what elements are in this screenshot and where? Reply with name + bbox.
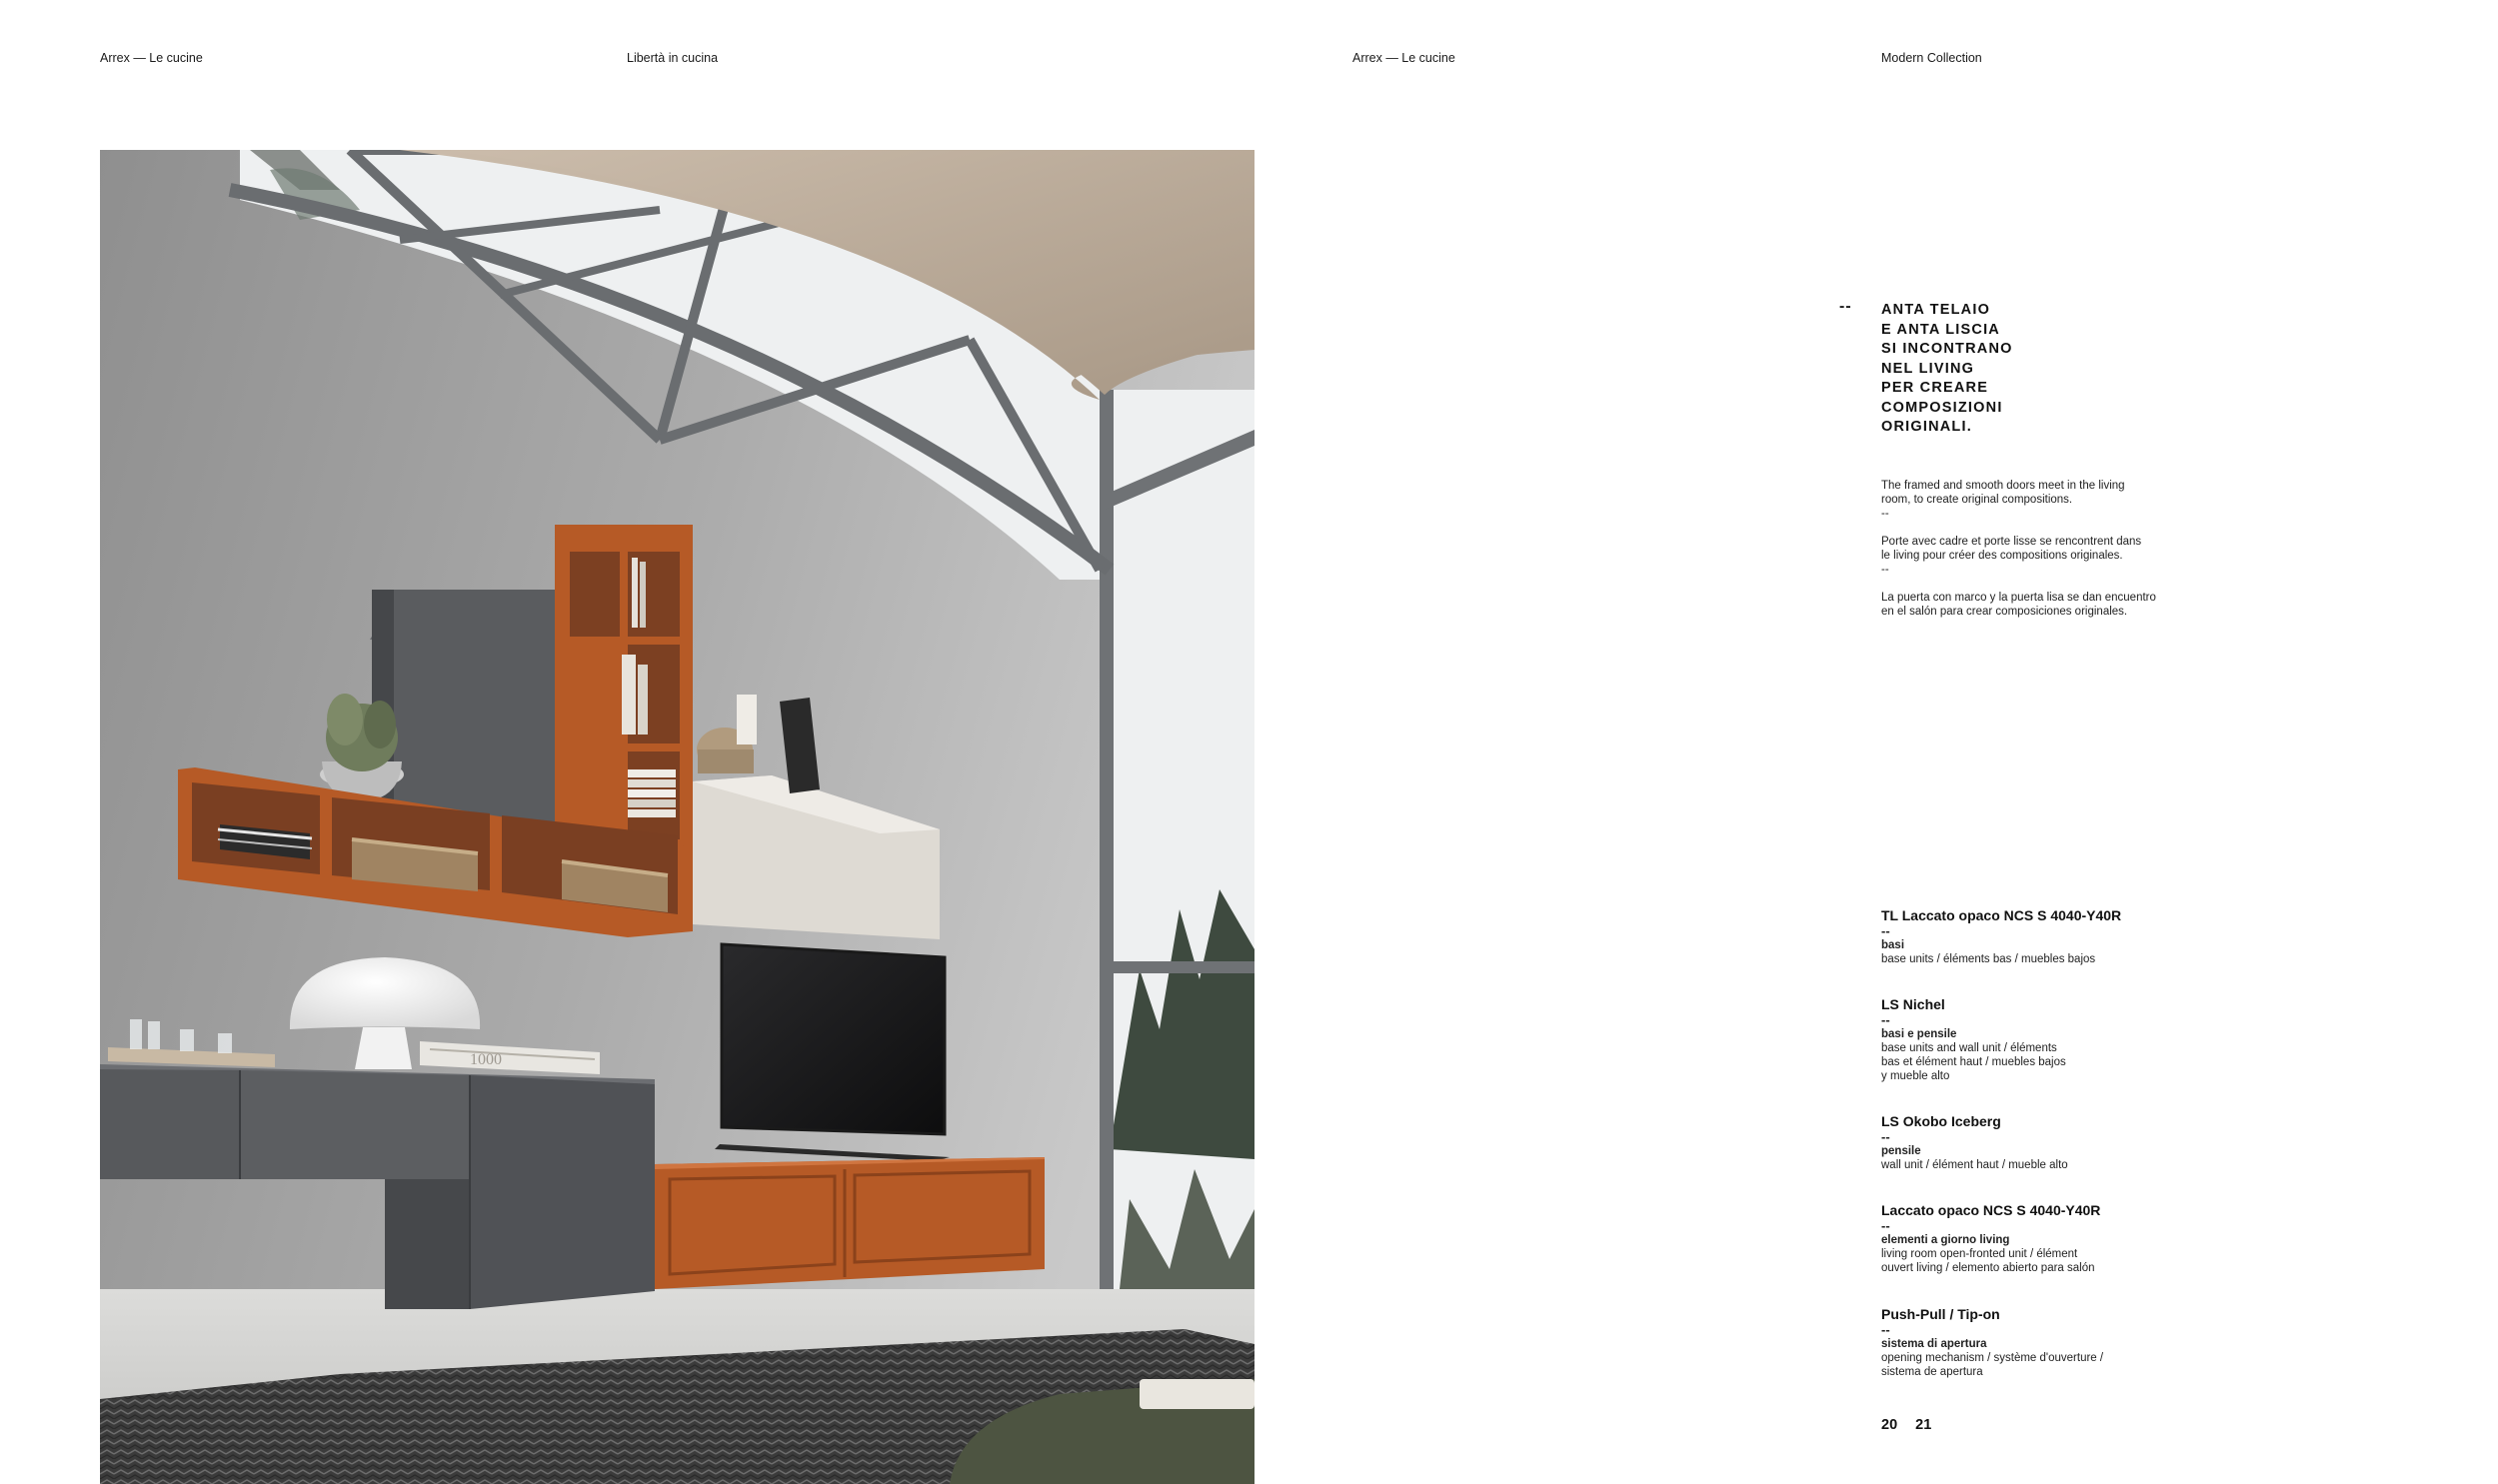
spec-title: LS Nichel [1881,996,1945,1012]
cactus-plant [320,694,404,801]
spec-dash: -- [1881,1322,1890,1337]
spec-detail: wall unit / élément haut / mueble alto [1881,1159,2068,1171]
header-left-title: Libertà in cucina [627,51,719,65]
orange-base-cabinets [655,1157,1045,1289]
spec-label: pensile [1881,1145,1921,1157]
spec-detail: living room open-fronted unit / élément ouvert living / elemento abierto para salón [1881,1248,2095,1274]
spec-detail: base units and wall unit / éléments bas et élément haut / muebles bajos y mueble alto [1881,1042,2066,1082]
spec-dash: -- [1881,1129,1890,1144]
spec-dash: -- [1881,923,1890,938]
page-number-right: 21 [1915,1417,1932,1433]
spec-detail: base units / éléments bas / muebles bajos [1881,953,2096,965]
book-cover-text: 1000 [470,1051,502,1068]
header-right-title: Modern Collection [1881,51,1982,65]
spec-title: Laccato opaco NCS S 4040-Y40R [1881,1202,2101,1218]
intro-dash: -- [1839,298,1852,315]
description-fr: Porte avec cadre et porte lisse se rencontrent dans le living pour créer des compositions originales. [1881,536,2142,562]
header-left-brand: Arrex — Le cucine [100,51,203,65]
spec-item [1881,1305,2211,1379]
spec-title: LS Okobo Iceberg [1881,1113,2001,1129]
spec-label: basi e pensile [1881,1028,1957,1040]
separator: -- [1881,508,1889,520]
spec-label: elementi a giorno living [1881,1234,2010,1246]
spec-item [1881,995,2211,1083]
spec-label: sistema di apertura [1881,1338,1987,1350]
page-numbers [1881,1417,1949,1433]
spec-item [1881,1201,2211,1275]
tall-open-unit [555,525,693,849]
television [715,944,950,1161]
living-room-photo [100,150,1254,1484]
page-number-left: 20 [1881,1417,1898,1433]
spec-title: TL Laccato opaco NCS S 4040-Y40R [1881,907,2122,923]
spec-dash: -- [1881,1012,1890,1027]
separator: -- [1881,564,1889,576]
description [1881,479,2241,619]
headline: ANTA TELAIO E ANTA LISCIA SI INCONTRANO NEL LIVING PER CREARE COMPOSIZIONI ORIGINALI. [1881,302,2013,435]
header-right-brand: Arrex — Le cucine [1352,51,1455,65]
spec-label: basi [1881,939,1905,951]
window [1100,390,1254,1434]
description-en: The framed and smooth doors meet in the living room, to create original compositions. [1881,480,2125,506]
spec-detail: opening mechanism / système d'ouverture / sistema de apertura [1881,1352,2104,1378]
spec-item [1881,906,2211,966]
spec-title: Push-Pull / Tip-on [1881,1306,2000,1322]
description-es: La puerta con marco y la puerta lisa se dan encuentro en el salón para crear composiciones originales. [1881,592,2156,618]
spec-item [1881,1112,2211,1172]
spec-dash: -- [1881,1218,1890,1233]
